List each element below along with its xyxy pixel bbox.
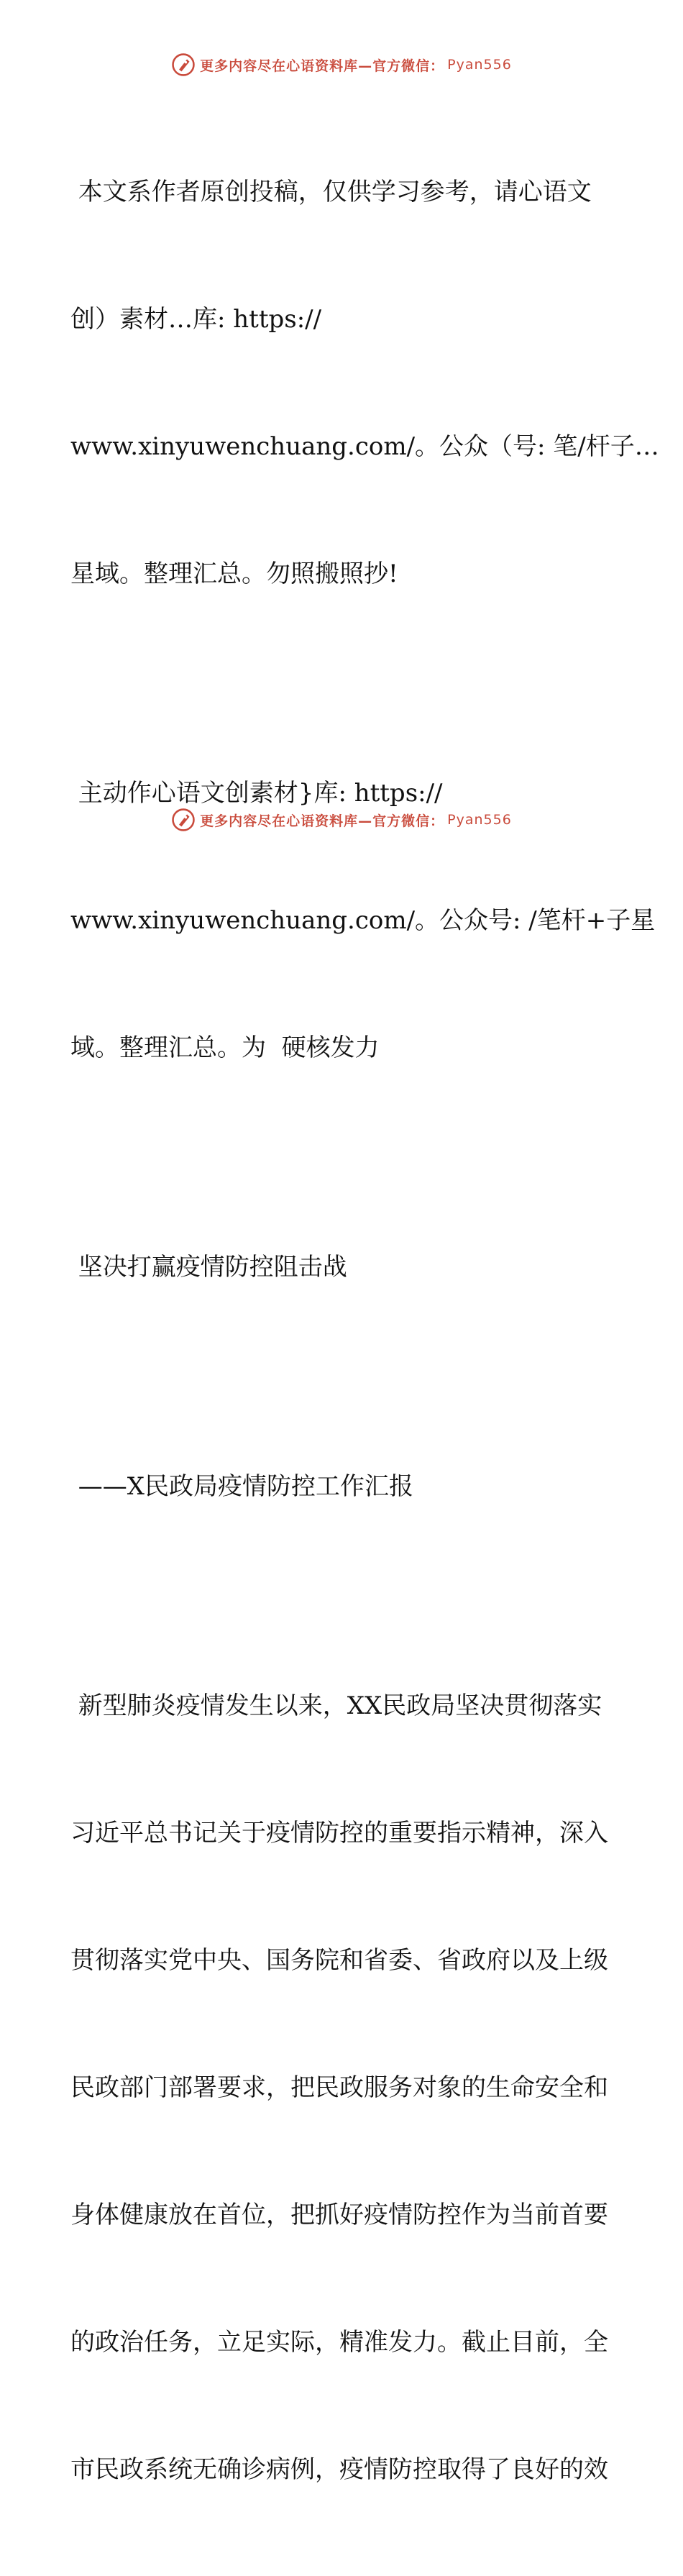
header-banner xyxy=(0,50,683,79)
paragraph-body xyxy=(70,1600,617,2576)
pen-nib-icon xyxy=(171,808,196,832)
wechat-id: Pyan556 xyxy=(447,812,512,828)
text-line: 主动作心语文创素材}库: https:// xyxy=(70,779,443,808)
text-line: 本文系作者原创投稿，仅供学习参考，请心语文 xyxy=(70,178,592,206)
text-line: www.xinyuwenchuang.com/。公众号: /笔杆+子星 xyxy=(70,906,656,935)
text-line: 域。整理汇总。为 硬核发力 xyxy=(70,1033,380,1062)
text-line: 民政部门部署要求，把民政服务对象的生命安全和 xyxy=(70,2073,608,2102)
text-line: 贯彻落实党中央、国务院和省委、省政府以及上级 xyxy=(70,1946,608,1975)
paragraph-1 xyxy=(70,86,659,680)
document-subtitle xyxy=(70,1381,617,1593)
text-line: 星域。整理汇总。勿照搬照抄! xyxy=(70,559,398,588)
text-line: ——X民政局疫情防控工作汇报 xyxy=(70,1472,414,1501)
text-line: 习近平总书记关于疫情防控的重要指示精神，深入 xyxy=(70,1819,608,1847)
paragraph-2 xyxy=(70,688,656,1154)
banner-text: 更多内容尽在心语资料库—官方微信： xyxy=(200,58,445,74)
text-line: 坚决打赢疫情防控阻击战 xyxy=(70,1253,347,1282)
pen-nib-icon xyxy=(171,52,196,77)
document-body xyxy=(70,86,659,2576)
text-line: 的政治任务，立足实际，精准发力。截止目前，全 xyxy=(70,2328,608,2357)
document-title xyxy=(70,1161,617,1374)
banner-text: 更多内容尽在心语资料库—官方微信： xyxy=(200,813,445,829)
text-line: 市民政系统无确诊病例，疫情防控取得了良好的效 xyxy=(70,2455,608,2484)
text-line: 身体健康放在首位，把抓好疫情防控作为当前首要 xyxy=(70,2201,608,2229)
text-line: 新型肺炎疫情发生以来，XX民政局坚决贯彻落实 xyxy=(70,1691,602,1720)
footer-banner xyxy=(0,805,683,834)
text-line: 创）素材…库: https:// xyxy=(70,305,322,334)
text-line: www.xinyuwenchuang.com/。公众（号: 笔/杆子… xyxy=(70,432,659,461)
wechat-id: Pyan556 xyxy=(447,57,512,73)
